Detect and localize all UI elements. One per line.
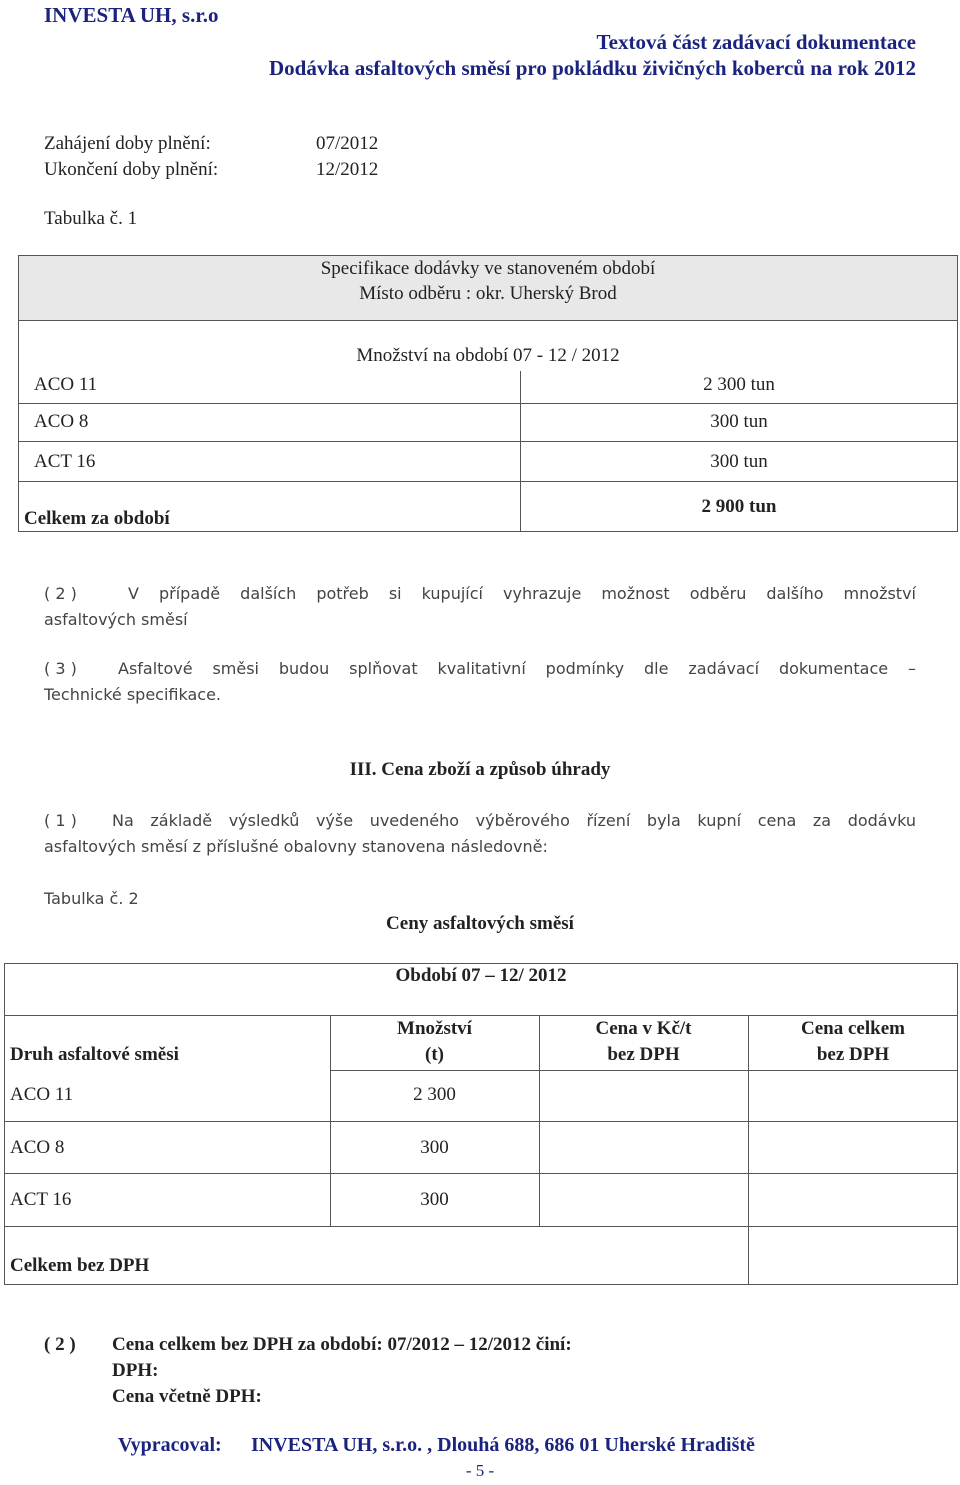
para3-line1: Asfaltové směsi budou splňovat kvalitativní podmínky dle zadávací dokumentace – <box>118 659 916 678</box>
table2-col-price: Cena v Kč/t <box>595 1018 692 1039</box>
section3-p1-num: ( 1 ) <box>44 811 77 830</box>
table2-col-total-note: bez DPH <box>816 1044 890 1065</box>
page-number: - 5 - <box>465 1461 495 1480</box>
para3-num: ( 3 ) <box>44 659 77 678</box>
table1-place: Místo odběru : okr. Uherský Brod <box>359 283 617 304</box>
start-label: Zahájení doby plnění: <box>44 133 211 154</box>
para2-num: ( 2 ) <box>44 584 77 603</box>
table2 <box>4 963 958 1285</box>
end-label: Ukončení doby plnění: <box>44 159 219 180</box>
company-name: INVESTA UH, s.r.o <box>44 3 219 27</box>
table1-title: Specifikace dodávky ve stanoveném období <box>320 258 656 279</box>
footer-prepared-label: Vypracoval: <box>118 1434 222 1456</box>
table1-total-value: 2 900 tun <box>701 496 777 517</box>
table1-caption: Tabulka č. 1 <box>44 208 138 229</box>
para2-line2: asfaltových směsí <box>44 610 188 629</box>
table2-col-price-note: bez DPH <box>607 1044 680 1065</box>
table1-row-qty: 300 tun <box>710 451 768 472</box>
table2-row-name: ACO 11 <box>10 1084 74 1105</box>
doc-title: Textová část zadávací dokumentace <box>596 30 916 54</box>
table2-row-qty: 300 <box>420 1137 449 1158</box>
table2-row-name: ACT 16 <box>10 1189 72 1210</box>
table2-col-type: Druh asfaltové směsi <box>10 1044 179 1065</box>
table2-title: Ceny asfaltových směsí <box>386 913 574 934</box>
table2-total-label: Celkem bez DPH <box>10 1255 150 1276</box>
section3-p1-line1: Na základě výsledků výše uvedeného výběrového řízení byla kupní cena za dodávku <box>112 811 916 830</box>
table1-row-name: ACO 8 <box>34 411 89 432</box>
final-line2: DPH: <box>112 1360 159 1381</box>
para2-line1: V případě dalších potřeb si kupující vyhrazuje možnost odběru dalšího množství <box>128 584 916 603</box>
table1-total-label: Celkem za období <box>24 508 170 529</box>
table2-caption: Tabulka č. 2 <box>44 889 139 908</box>
table2-col-qty-unit: (t) <box>425 1044 444 1065</box>
start-value: 07/2012 <box>316 133 379 154</box>
final-line3: Cena včetně DPH: <box>112 1386 262 1407</box>
end-value: 12/2012 <box>316 159 379 180</box>
final-num: ( 2 ) <box>44 1334 76 1355</box>
section3-title: III. Cena zboží a způsob úhrady <box>349 759 611 780</box>
table1-row-name: ACO 11 <box>34 374 98 395</box>
table1-qty-header: Množství na období 07 - 12 / 2012 <box>356 345 620 366</box>
table2-period: Období 07 – 12/ 2012 <box>395 965 567 986</box>
table2-row-qty: 2 300 <box>413 1084 456 1105</box>
final-line1: Cena celkem bez DPH za období: 07/2012 – 12/2012 činí: <box>112 1334 572 1355</box>
doc-subtitle: Dodávka asfaltových směsí pro pokládku živičných koberců na rok 2012 <box>268 56 916 80</box>
table2-col-qty: Množství <box>397 1018 472 1039</box>
table2-col-total: Cena celkem <box>801 1018 905 1039</box>
table2-row-qty: 300 <box>420 1189 449 1210</box>
table2-row-name: ACO 8 <box>10 1137 65 1158</box>
footer-prepared-value: INVESTA UH, s.r.o. , Dlouhá 688, 686 01 Uherské Hradiště <box>251 1434 755 1456</box>
para3-line2: Technické specifikace. <box>44 685 222 704</box>
table1-row-qty: 2 300 tun <box>703 374 775 395</box>
table1-row-name: ACT 16 <box>34 451 96 472</box>
section3-p1-line2: asfaltových směsí z příslušné obalovny stanovena následovně: <box>44 837 548 856</box>
table1-row-qty: 300 tun <box>710 411 768 432</box>
